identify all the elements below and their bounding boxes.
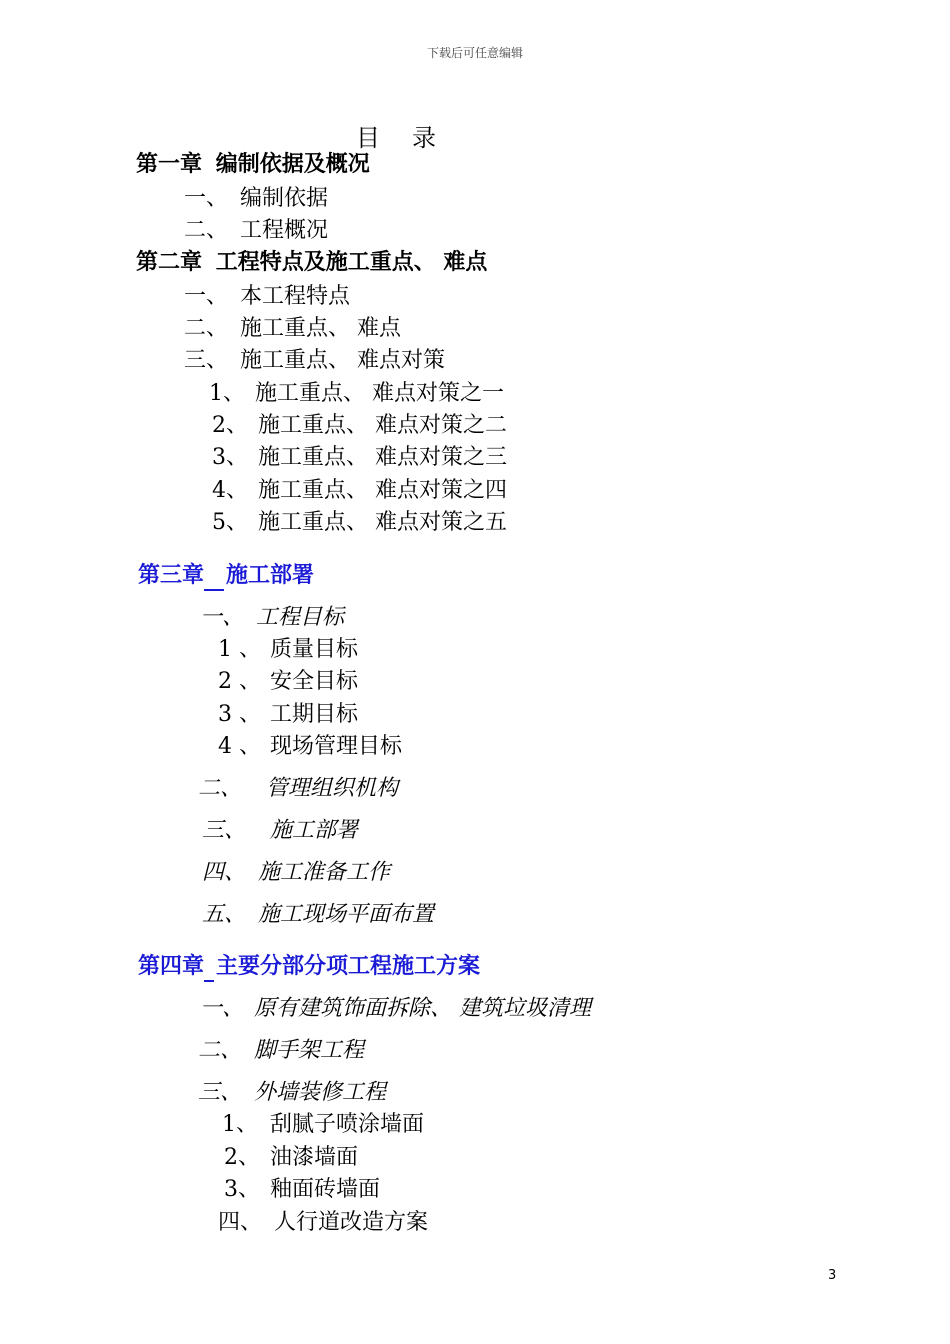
item-title: 编制依据 bbox=[240, 186, 329, 211]
item-number: 4、 bbox=[212, 478, 248, 503]
item-number: 一、 bbox=[200, 605, 245, 630]
item-number: 一、 bbox=[200, 996, 245, 1021]
toc-subitem bbox=[218, 667, 358, 697]
item-title: 施工部署 bbox=[270, 818, 359, 843]
item-title: 本工程特点 bbox=[240, 284, 351, 309]
item-number: 四、 bbox=[202, 860, 247, 885]
item-number: 一、 bbox=[184, 186, 229, 211]
item-number: 2、 bbox=[212, 413, 248, 438]
item-title: 原有建筑饰面拆除、 建筑垃圾清理 bbox=[254, 996, 591, 1021]
chapter-number: 第三章 bbox=[138, 563, 205, 588]
toc-item bbox=[200, 994, 591, 1024]
item-title: 脚手架工程 bbox=[254, 1038, 365, 1063]
item-number: 二、 bbox=[184, 316, 229, 341]
item-title: 釉面砖墙面 bbox=[270, 1177, 381, 1202]
toc-item bbox=[218, 1208, 428, 1238]
toc-title bbox=[356, 118, 436, 153]
item-number: 二、 bbox=[184, 218, 229, 243]
toc-subitem bbox=[212, 508, 507, 538]
chapter-title: 编制依据及概况 bbox=[215, 152, 370, 177]
item-number: 5、 bbox=[212, 510, 248, 535]
item-title: 施工重点、 难点对策之三 bbox=[258, 445, 507, 470]
toc-subitem bbox=[224, 1143, 358, 1173]
item-number: 三、 bbox=[198, 1080, 243, 1105]
item-number: 三、 bbox=[184, 348, 229, 373]
item-number: 一、 bbox=[184, 284, 229, 309]
item-number: 3 、 bbox=[218, 702, 261, 727]
toc-subitem bbox=[212, 411, 507, 441]
item-title: 现场管理目标 bbox=[270, 734, 403, 759]
item-number: 三、 bbox=[202, 818, 247, 843]
item-title: 工期目标 bbox=[270, 702, 359, 727]
chapter-4 bbox=[138, 952, 480, 982]
item-title: 安全目标 bbox=[270, 669, 359, 694]
toc-subitem bbox=[218, 700, 358, 730]
item-number: 二、 bbox=[198, 1038, 243, 1063]
chapter-3 bbox=[138, 561, 314, 591]
item-number: 2、 bbox=[224, 1145, 260, 1170]
item-number: 四、 bbox=[218, 1210, 263, 1235]
item-title: 施工重点、 难点对策之一 bbox=[255, 381, 504, 406]
toc-item bbox=[202, 858, 390, 888]
item-number: 4 、 bbox=[218, 734, 261, 759]
item-title: 施工准备工作 bbox=[258, 860, 391, 885]
item-title: 施工重点、 难点对策之二 bbox=[258, 413, 507, 438]
item-title: 工程概况 bbox=[240, 218, 329, 243]
page-number: 3 bbox=[828, 1268, 837, 1283]
item-title: 管理组织机构 bbox=[266, 776, 399, 801]
chapter-title: 主要分部分项工程施工方案 bbox=[216, 954, 481, 979]
toc-subitem bbox=[218, 732, 402, 762]
chapter-title: 施工部署 bbox=[226, 563, 315, 588]
item-title: 油漆墙面 bbox=[270, 1145, 359, 1170]
toc-item bbox=[184, 282, 350, 312]
toc-item bbox=[184, 216, 328, 246]
item-number: 1 、 bbox=[218, 637, 261, 662]
item-number: 二、 bbox=[198, 776, 243, 801]
item-number: 2 、 bbox=[218, 669, 261, 694]
underline-gap bbox=[204, 960, 214, 982]
toc-item bbox=[184, 184, 328, 214]
item-number: 五、 bbox=[202, 902, 247, 927]
item-title: 施工重点、 难点对策 bbox=[240, 348, 445, 373]
item-title: 工程目标 bbox=[256, 605, 345, 630]
toc-subitem bbox=[212, 476, 507, 506]
toc-item bbox=[198, 1036, 364, 1066]
page-header: 下载后可任意编辑 bbox=[426, 46, 523, 60]
toc-subitem bbox=[218, 635, 358, 665]
item-title: 施工现场平面布置 bbox=[258, 902, 435, 927]
item-number: 1、 bbox=[222, 1112, 258, 1137]
toc-subitem bbox=[224, 1175, 380, 1205]
toc-subitem bbox=[212, 443, 507, 473]
toc-item bbox=[198, 774, 398, 804]
toc-item bbox=[202, 900, 434, 930]
item-title: 施工重点、 难点对策之五 bbox=[258, 510, 507, 535]
chapter-number: 第二章 bbox=[136, 250, 203, 275]
toc-title-char-1: 目 bbox=[356, 124, 380, 152]
toc-item bbox=[200, 603, 344, 633]
toc-subitem bbox=[209, 379, 504, 409]
toc-item bbox=[184, 346, 445, 376]
toc-item bbox=[202, 816, 358, 846]
chapter-2 bbox=[136, 248, 487, 278]
toc-item bbox=[198, 1078, 386, 1108]
item-title: 质量目标 bbox=[270, 637, 359, 662]
item-title: 外墙装修工程 bbox=[254, 1080, 387, 1105]
item-title: 刮腻子喷涂墙面 bbox=[270, 1112, 425, 1137]
item-number: 3、 bbox=[212, 445, 248, 470]
item-title: 施工重点、 难点对策之四 bbox=[258, 478, 507, 503]
item-title: 人行道改造方案 bbox=[274, 1210, 429, 1235]
chapter-1 bbox=[136, 150, 370, 180]
item-number: 3、 bbox=[224, 1177, 260, 1202]
chapter-title: 工程特点及施工重点、 难点 bbox=[215, 250, 488, 275]
toc-item bbox=[184, 314, 401, 344]
toc-title-char-2: 录 bbox=[412, 124, 436, 152]
chapter-number: 第四章 bbox=[138, 954, 205, 979]
chapter-number: 第一章 bbox=[136, 152, 203, 177]
item-number: 1、 bbox=[209, 381, 245, 406]
item-title: 施工重点、 难点 bbox=[240, 316, 401, 341]
underline-gap bbox=[204, 569, 224, 591]
toc-subitem bbox=[222, 1110, 424, 1140]
